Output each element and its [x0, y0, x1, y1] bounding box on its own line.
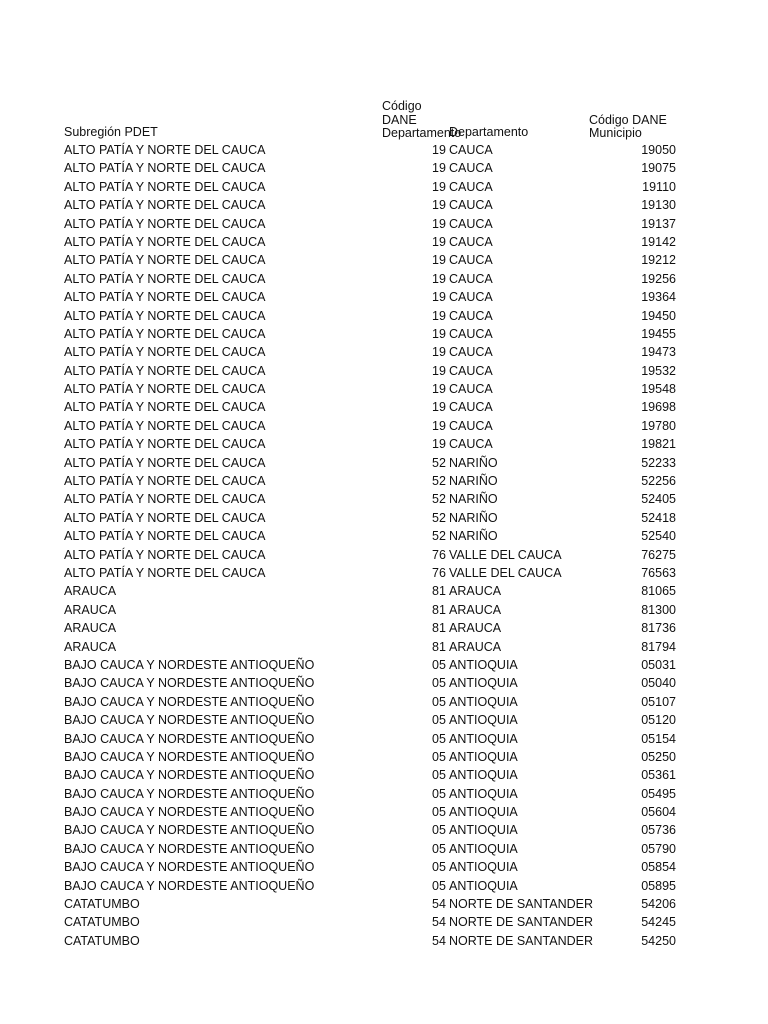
cell-codigo-municipio: 19364 [641, 290, 676, 305]
table-row [64, 362, 704, 380]
table-body [64, 141, 704, 950]
cell-codigo-departamento: 19 [432, 179, 446, 194]
table-row [64, 601, 704, 619]
cell-departamento: NARIÑO [449, 510, 498, 525]
cell-departamento: CAUCA [449, 216, 493, 231]
cell-codigo-municipio: 52233 [641, 455, 676, 470]
cell-subregion: ALTO PATÍA Y NORTE DEL CAUCA [64, 143, 266, 157]
cell-subregion: ALTO PATÍA Y NORTE DEL CAUCA [64, 363, 266, 378]
cell-codigo-departamento: 05 [432, 860, 446, 875]
cell-subregion: ALTO PATÍA Y NORTE DEL CAUCA [64, 161, 266, 176]
cell-departamento: ANTIOQUIA [449, 713, 518, 728]
cell-codigo-departamento: 19 [432, 363, 446, 378]
cell-codigo-municipio: 05040 [641, 676, 676, 691]
cell-codigo-municipio: 05031 [641, 657, 676, 672]
cell-subregion: BAJO CAUCA Y NORDESTE ANTIOQUEÑO [64, 694, 315, 709]
cell-subregion: ALTO PATÍA Y NORTE DEL CAUCA [64, 290, 266, 305]
cell-codigo-municipio: 05790 [641, 841, 676, 856]
cell-codigo-municipio: 54250 [641, 933, 676, 948]
table-row [64, 766, 704, 784]
cell-subregion: ALTO PATÍA Y NORTE DEL CAUCA [64, 326, 266, 341]
table-row [64, 251, 704, 269]
cell-subregion: ALTO PATÍA Y NORTE DEL CAUCA [64, 474, 266, 489]
cell-codigo-municipio: 52418 [641, 510, 676, 525]
cell-codigo-municipio: 19050 [641, 143, 676, 157]
cell-subregion: ALTO PATÍA Y NORTE DEL CAUCA [64, 234, 266, 249]
cell-subregion: ALTO PATÍA Y NORTE DEL CAUCA [64, 437, 266, 452]
cell-codigo-municipio: 05495 [641, 786, 676, 801]
cell-subregion: ALTO PATÍA Y NORTE DEL CAUCA [64, 510, 266, 525]
table-row [64, 288, 704, 306]
cell-subregion: ALTO PATÍA Y NORTE DEL CAUCA [64, 418, 266, 433]
cell-codigo-municipio: 05854 [641, 860, 676, 875]
cell-departamento: ARAUCA [449, 602, 502, 617]
cell-subregion: ALTO PATÍA Y NORTE DEL CAUCA [64, 253, 266, 268]
cell-subregion: BAJO CAUCA Y NORDESTE ANTIOQUEÑO [64, 713, 315, 728]
cell-codigo-municipio: 54245 [641, 915, 676, 930]
cell-codigo-departamento: 52 [432, 510, 446, 525]
table-row [64, 196, 704, 214]
cell-departamento: ANTIOQUIA [449, 823, 518, 838]
cell-departamento: CAUCA [449, 326, 493, 341]
cell-departamento: CAUCA [449, 179, 493, 194]
cell-codigo-municipio: 76275 [641, 547, 676, 562]
cell-codigo-departamento: 05 [432, 841, 446, 856]
table-row [64, 490, 704, 508]
header-row [64, 84, 704, 141]
table-row [64, 711, 704, 729]
header-departamento: Departamento [449, 124, 529, 139]
cell-departamento: VALLE DEL CAUCA [449, 565, 562, 580]
table-row [64, 582, 704, 600]
cell-codigo-municipio: 52256 [641, 474, 676, 489]
table-row [64, 785, 704, 803]
cell-departamento: NARIÑO [449, 474, 498, 489]
cell-codigo-municipio: 05250 [641, 749, 676, 764]
table-row [64, 398, 704, 416]
cell-codigo-municipio: 52405 [641, 492, 676, 507]
cell-departamento: ARAUCA [449, 639, 502, 654]
cell-codigo-departamento: 19 [432, 271, 446, 286]
cell-subregion: ARAUCA [64, 621, 117, 636]
table-row [64, 472, 704, 490]
cell-codigo-departamento: 19 [432, 290, 446, 305]
table-row [64, 656, 704, 674]
cell-codigo-municipio: 81794 [641, 639, 676, 654]
cell-codigo-municipio: 19110 [642, 179, 676, 194]
cell-subregion: ALTO PATÍA Y NORTE DEL CAUCA [64, 216, 266, 231]
cell-departamento: CAUCA [449, 437, 493, 452]
table-row [64, 858, 704, 876]
header-subregion: Subregión PDET [64, 124, 158, 139]
table-row [64, 895, 704, 913]
cell-subregion: BAJO CAUCA Y NORDESTE ANTIOQUEÑO [64, 676, 315, 691]
cell-subregion: ALTO PATÍA Y NORTE DEL CAUCA [64, 455, 266, 470]
table-row [64, 932, 704, 950]
cell-subregion: ALTO PATÍA Y NORTE DEL CAUCA [64, 308, 266, 323]
cell-subregion: ARAUCA [64, 584, 117, 599]
cell-subregion: BAJO CAUCA Y NORDESTE ANTIOQUEÑO [64, 841, 315, 856]
cell-departamento: ARAUCA [449, 584, 502, 599]
cell-departamento: ANTIOQUIA [449, 657, 518, 672]
cell-departamento: CAUCA [449, 308, 493, 323]
cell-codigo-departamento: 19 [432, 345, 446, 360]
table-row [64, 638, 704, 656]
table-row [64, 674, 704, 692]
cell-codigo-municipio: 19137 [641, 216, 676, 231]
cell-codigo-departamento: 19 [432, 234, 446, 249]
cell-departamento: ANTIOQUIA [449, 749, 518, 764]
cell-codigo-departamento: 05 [432, 823, 446, 838]
table-row [64, 748, 704, 766]
table-row [64, 270, 704, 288]
cell-departamento: CAUCA [449, 143, 493, 157]
cell-codigo-municipio: 19142 [641, 234, 676, 249]
spreadsheet-table [64, 84, 704, 950]
cell-codigo-municipio: 05107 [641, 694, 676, 709]
header-codigo-departamento: Código DANE Departamento [382, 99, 462, 141]
table-row [64, 343, 704, 361]
cell-subregion: BAJO CAUCA Y NORDESTE ANTIOQUEÑO [64, 731, 315, 746]
cell-departamento: ANTIOQUIA [449, 860, 518, 875]
cell-codigo-municipio: 54206 [641, 897, 676, 912]
cell-codigo-departamento: 05 [432, 713, 446, 728]
cell-subregion: CATATUMBO [64, 915, 140, 930]
table-row [64, 913, 704, 931]
cell-subregion: ALTO PATÍA Y NORTE DEL CAUCA [64, 529, 266, 544]
cell-subregion: BAJO CAUCA Y NORDESTE ANTIOQUEÑO [64, 786, 315, 801]
table-row [64, 325, 704, 343]
cell-subregion: ALTO PATÍA Y NORTE DEL CAUCA [64, 400, 266, 415]
cell-codigo-departamento: 76 [432, 547, 446, 562]
cell-subregion: ALTO PATÍA Y NORTE DEL CAUCA [64, 198, 266, 213]
cell-codigo-departamento: 76 [432, 565, 446, 580]
cell-subregion: ALTO PATÍA Y NORTE DEL CAUCA [64, 271, 266, 286]
cell-codigo-departamento: 81 [432, 621, 446, 636]
cell-subregion: ALTO PATÍA Y NORTE DEL CAUCA [64, 492, 266, 507]
cell-departamento: NORTE DE SANTANDER [449, 897, 594, 912]
cell-codigo-departamento: 19 [432, 161, 446, 176]
cell-departamento: CAUCA [449, 198, 493, 213]
cell-codigo-departamento: 81 [432, 602, 446, 617]
table-row [64, 564, 704, 582]
cell-codigo-departamento: 05 [432, 749, 446, 764]
cell-codigo-departamento: 05 [432, 805, 446, 820]
cell-codigo-municipio: 05736 [641, 823, 676, 838]
cell-subregion: BAJO CAUCA Y NORDESTE ANTIOQUEÑO [64, 768, 315, 783]
table-row [64, 877, 704, 895]
cell-departamento: ANTIOQUIA [449, 805, 518, 820]
cell-departamento: CAUCA [449, 253, 493, 268]
cell-codigo-municipio: 19212 [641, 253, 676, 268]
table-row [64, 821, 704, 839]
table-row [64, 803, 704, 821]
table-row [64, 435, 704, 453]
cell-subregion: ALTO PATÍA Y NORTE DEL CAUCA [64, 382, 266, 397]
cell-departamento: CAUCA [449, 345, 493, 360]
cell-subregion: ALTO PATÍA Y NORTE DEL CAUCA [64, 345, 266, 360]
table-row [64, 159, 704, 177]
cell-codigo-departamento: 05 [432, 657, 446, 672]
table-row [64, 307, 704, 325]
cell-codigo-departamento: 19 [432, 143, 446, 157]
cell-codigo-departamento: 81 [432, 584, 446, 599]
cell-codigo-departamento: 19 [432, 216, 446, 231]
cell-codigo-municipio: 19698 [641, 400, 676, 415]
cell-codigo-municipio: 81736 [641, 621, 676, 636]
table-row [64, 233, 704, 251]
cell-departamento: NARIÑO [449, 492, 498, 507]
cell-codigo-municipio: 19455 [641, 326, 676, 341]
table-row [64, 546, 704, 564]
cell-codigo-municipio: 19130 [641, 198, 676, 213]
cell-codigo-municipio: 05154 [641, 731, 676, 746]
cell-codigo-departamento: 19 [432, 418, 446, 433]
cell-codigo-departamento: 19 [432, 382, 446, 397]
cell-departamento: CAUCA [449, 161, 493, 176]
cell-departamento: ANTIOQUIA [449, 841, 518, 856]
cell-subregion: BAJO CAUCA Y NORDESTE ANTIOQUEÑO [64, 860, 315, 875]
cell-codigo-municipio: 19548 [641, 382, 676, 397]
cell-codigo-municipio: 19256 [641, 271, 676, 286]
cell-subregion: BAJO CAUCA Y NORDESTE ANTIOQUEÑO [64, 823, 315, 838]
cell-codigo-municipio: 19780 [641, 418, 676, 433]
cell-subregion: ARAUCA [64, 602, 117, 617]
cell-codigo-municipio: 05120 [641, 713, 676, 728]
cell-codigo-departamento: 05 [432, 768, 446, 783]
cell-subregion: BAJO CAUCA Y NORDESTE ANTIOQUEÑO [64, 805, 315, 820]
cell-subregion: ALTO PATÍA Y NORTE DEL CAUCA [64, 179, 266, 194]
cell-codigo-departamento: 05 [432, 676, 446, 691]
cell-departamento: ANTIOQUIA [449, 731, 518, 746]
cell-codigo-municipio: 76563 [641, 565, 676, 580]
cell-codigo-departamento: 81 [432, 639, 446, 654]
cell-codigo-departamento: 05 [432, 731, 446, 746]
cell-departamento: CAUCA [449, 382, 493, 397]
table-row [64, 215, 704, 233]
cell-codigo-departamento: 54 [432, 915, 446, 930]
cell-departamento: ANTIOQUIA [449, 676, 518, 691]
table-row [64, 527, 704, 545]
cell-codigo-departamento: 05 [432, 694, 446, 709]
table-row [64, 730, 704, 748]
cell-departamento: ANTIOQUIA [449, 768, 518, 783]
cell-departamento: CAUCA [449, 400, 493, 415]
cell-codigo-departamento: 19 [432, 253, 446, 268]
cell-departamento: ANTIOQUIA [449, 694, 518, 709]
cell-codigo-municipio: 19473 [641, 345, 676, 360]
cell-subregion: BAJO CAUCA Y NORDESTE ANTIOQUEÑO [64, 878, 315, 893]
table-row [64, 417, 704, 435]
table-row [64, 380, 704, 398]
cell-codigo-departamento: 52 [432, 492, 446, 507]
cell-departamento: NARIÑO [449, 455, 498, 470]
cell-codigo-municipio: 81300 [641, 602, 676, 617]
cell-codigo-departamento: 19 [432, 437, 446, 452]
cell-codigo-departamento: 05 [432, 878, 446, 893]
cell-departamento: CAUCA [449, 290, 493, 305]
cell-codigo-municipio: 05895 [641, 878, 676, 893]
cell-subregion: ARAUCA [64, 639, 117, 654]
cell-departamento: NORTE DE SANTANDER [449, 933, 594, 948]
cell-codigo-departamento: 19 [432, 198, 446, 213]
cell-codigo-municipio: 19821 [641, 437, 676, 452]
cell-subregion: CATATUMBO [64, 897, 140, 912]
cell-codigo-departamento: 05 [432, 786, 446, 801]
cell-subregion: BAJO CAUCA Y NORDESTE ANTIOQUEÑO [64, 657, 315, 672]
table-row [64, 141, 704, 159]
cell-codigo-departamento: 54 [432, 897, 446, 912]
cell-departamento: CAUCA [449, 234, 493, 249]
cell-subregion: BAJO CAUCA Y NORDESTE ANTIOQUEÑO [64, 749, 315, 764]
cell-codigo-municipio: 81065 [641, 584, 676, 599]
cell-codigo-departamento: 19 [432, 400, 446, 415]
cell-codigo-departamento: 52 [432, 455, 446, 470]
cell-codigo-departamento: 52 [432, 529, 446, 544]
cell-departamento: NORTE DE SANTANDER [449, 915, 594, 930]
cell-subregion: ALTO PATÍA Y NORTE DEL CAUCA [64, 565, 266, 580]
cell-codigo-departamento: 19 [432, 326, 446, 341]
header-codigo-municipio: Código DANE Municipio [589, 112, 667, 141]
table-row [64, 178, 704, 196]
cell-codigo-municipio: 19075 [641, 161, 676, 176]
cell-departamento: CAUCA [449, 418, 493, 433]
cell-departamento: ANTIOQUIA [449, 878, 518, 893]
cell-departamento: CAUCA [449, 271, 493, 286]
table-row [64, 693, 704, 711]
cell-departamento: ARAUCA [449, 621, 502, 636]
cell-codigo-departamento: 19 [432, 308, 446, 323]
table-row [64, 619, 704, 637]
cell-subregion: CATATUMBO [64, 933, 140, 948]
cell-subregion: ALTO PATÍA Y NORTE DEL CAUCA [64, 547, 266, 562]
cell-codigo-municipio: 52540 [641, 529, 676, 544]
cell-departamento: NARIÑO [449, 529, 498, 544]
cell-codigo-municipio: 19450 [641, 308, 676, 323]
cell-departamento: CAUCA [449, 363, 493, 378]
table-row [64, 509, 704, 527]
cell-codigo-municipio: 19532 [641, 363, 676, 378]
cell-codigo-departamento: 54 [432, 933, 446, 948]
table-row [64, 840, 704, 858]
cell-codigo-municipio: 05604 [641, 805, 676, 820]
table-row [64, 454, 704, 472]
cell-codigo-departamento: 52 [432, 474, 446, 489]
cell-departamento: VALLE DEL CAUCA [449, 547, 562, 562]
cell-codigo-municipio: 05361 [641, 768, 676, 783]
cell-departamento: ANTIOQUIA [449, 786, 518, 801]
